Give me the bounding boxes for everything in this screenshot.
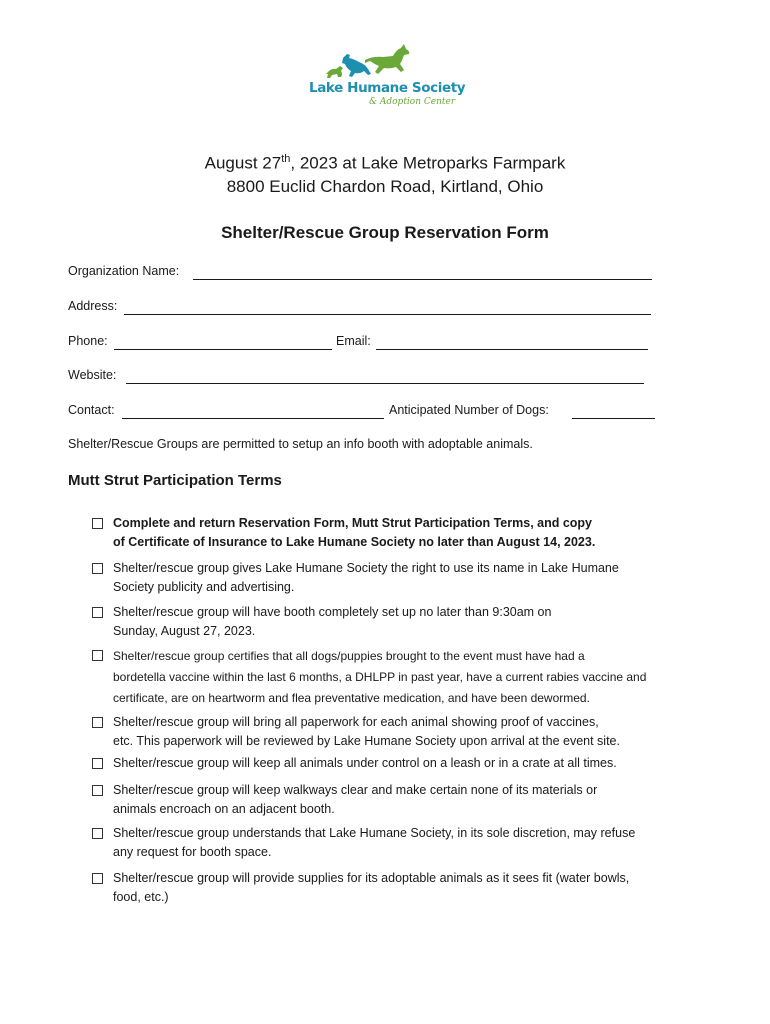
term-checkbox[interactable] [92,717,103,728]
term-text: Shelter/rescue group certifies that all dogs/puppies brought to the event must have had a [113,649,585,663]
event-date: August 27 [204,153,282,173]
term-text: animals encroach on an adjacent booth. [113,802,335,816]
term-checkbox[interactable] [92,758,103,769]
event-address: 8800 Euclid Chardon Road, Kirtland, Ohio [226,177,544,196]
term-text: Sunday, August 27, 2023. [113,624,256,638]
term-text: food, etc.) [113,890,169,904]
term-text: Shelter/rescue group will provide supplies for its adoptable animals as it sees fit (water bowls, [113,871,630,885]
lake-humane-society-logo [305,40,466,115]
term-text: Shelter/rescue group will have booth completely set up no later than 9:30am on [113,605,552,619]
term-text: Shelter/rescue group will keep all animals under control on a leash or in a crate at all times. [113,756,617,770]
event-location: , 2023 at Lake Metroparks Farmpark [290,153,566,173]
term-checkbox[interactable] [92,873,103,884]
term-text: Shelter/rescue group will bring all paperwork for each animal showing proof of vaccines, [113,715,599,729]
contact-label: Contact: [68,403,115,417]
term-text: bordetella vaccine within the last 6 months, a DHLPP in past year, have a current rabies vaccine and [113,670,647,684]
email-label: Email: [336,334,371,348]
website-label: Website: [68,368,117,382]
email-field[interactable] [376,349,648,350]
logo-subtitle: & Adoption Center [369,97,456,107]
term-checkbox[interactable] [92,785,103,796]
event-date-line [0,147,770,176]
booth-note: Shelter/Rescue Groups are permitted to setup an info booth with adoptable animals. [68,437,533,451]
running-dogs-icon [305,40,450,85]
dogs-count-field[interactable] [572,418,655,419]
website-field[interactable] [126,383,644,384]
form-title: Shelter/Rescue Group Reservation Form [221,223,549,242]
terms-title: Mutt Strut Participation Terms [68,472,282,489]
term-text: Shelter/rescue group understands that Lake Humane Society, in its sole discretion, may refuse [113,826,636,840]
term-text: Society publicity and advertising. [113,580,295,594]
dogs-count-label: Anticipated Number of Dogs: [389,403,549,417]
term-checkbox[interactable] [92,650,103,661]
phone-field[interactable] [114,349,332,350]
term-text: Shelter/rescue group will keep walkways clear and make certain none of its materials or [113,783,598,797]
term-checkbox[interactable] [92,518,103,529]
organization-label: Organization Name: [68,264,180,278]
contact-field[interactable] [122,418,384,419]
term-checkbox[interactable] [92,828,103,839]
term-text: any request for booth space. [113,845,272,859]
term-checkbox[interactable] [92,563,103,574]
address-field[interactable] [124,314,651,315]
term-text: certificate, are on heartworm and flea preventative medication, and have been dewormed. [113,691,590,705]
term-text: etc. This paperwork will be reviewed by Lake Humane Society upon arrival at the event site. [113,734,620,748]
event-date-suffix: th [281,153,291,165]
phone-label: Phone: [68,334,108,348]
term-checkbox[interactable] [92,607,103,618]
organization-field[interactable] [193,279,652,280]
address-label: Address: [68,299,118,313]
term-text: Shelter/rescue group gives Lake Humane Society the right to use its name in Lake Humane [113,561,619,575]
logo-brand-text: Lake Humane Society [309,80,466,96]
term-text: of Certificate of Insurance to Lake Humane Society no later than August 14, 2023. [113,535,596,549]
term-text: Complete and return Reservation Form, Mutt Strut Participation Terms, and copy [113,516,593,530]
